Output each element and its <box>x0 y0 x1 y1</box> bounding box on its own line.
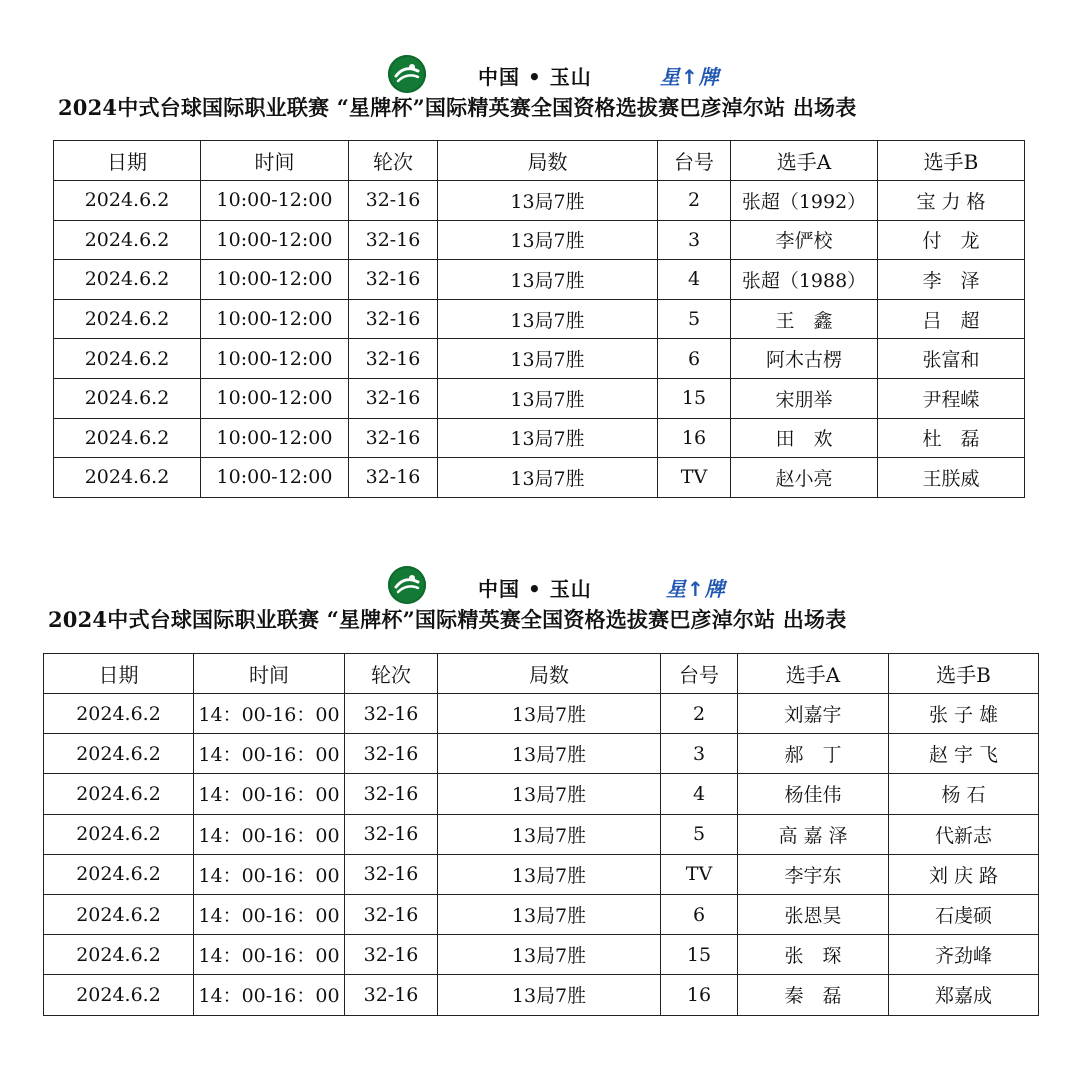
cell-date: 2024.6.2 <box>44 734 194 774</box>
cell-date: 2024.6.2 <box>44 814 194 854</box>
table-row <box>44 694 1039 734</box>
brand-mark: 星↑牌 <box>660 65 720 89</box>
cell-table-no: TV <box>658 458 731 498</box>
cell-table-no: 5 <box>661 814 738 854</box>
cell-player-a: 李宇东 <box>738 854 889 894</box>
cell-player-a: 田 欢 <box>731 418 878 458</box>
cell-player-b: 付 龙 <box>878 220 1025 260</box>
cell-frames: 13局7胜 <box>438 458 658 498</box>
header-round: 轮次 <box>349 141 438 181</box>
brand-line <box>388 56 426 92</box>
cell-player-b: 吕 超 <box>878 299 1025 339</box>
table-row <box>54 458 1025 498</box>
cell-round: 32-16 <box>349 378 438 418</box>
cell-round: 32-16 <box>345 894 438 934</box>
table-row <box>54 260 1025 300</box>
cell-date: 2024.6.2 <box>54 458 201 498</box>
cell-time: 14：00-16：00 <box>194 814 345 854</box>
cell-frames: 13局7胜 <box>438 854 661 894</box>
cell-date: 2024.6.2 <box>54 339 201 379</box>
cell-round: 32-16 <box>349 299 438 339</box>
brand-mark: 星↑牌 <box>666 577 726 601</box>
cell-player-a: 高 嘉 泽 <box>738 814 889 854</box>
cell-player-a: 秦 磊 <box>738 975 889 1015</box>
header-table-no: 台号 <box>658 141 731 181</box>
cell-player-a: 杨佳伟 <box>738 774 889 814</box>
cell-date: 2024.6.2 <box>54 418 201 458</box>
cell-frames: 13局7胜 <box>438 220 658 260</box>
cell-frames: 13局7胜 <box>438 378 658 418</box>
cell-player-b: 宝 力 格 <box>878 181 1025 221</box>
table-row <box>44 935 1039 975</box>
cell-date: 2024.6.2 <box>44 774 194 814</box>
cell-player-a: 郝 丁 <box>738 734 889 774</box>
cell-time: 14：00-16：00 <box>194 854 345 894</box>
header-player-a: 选手A <box>738 654 889 694</box>
cell-date: 2024.6.2 <box>44 975 194 1015</box>
table-row <box>54 299 1025 339</box>
cell-date: 2024.6.2 <box>54 260 201 300</box>
cell-table-no: 16 <box>658 418 731 458</box>
cell-date: 2024.6.2 <box>54 299 201 339</box>
cell-frames: 13局7胜 <box>438 694 661 734</box>
cell-player-a: 张恩昊 <box>738 894 889 934</box>
cell-table-no: 4 <box>661 774 738 814</box>
cell-date: 2024.6.2 <box>54 378 201 418</box>
table-body <box>54 181 1025 498</box>
cell-time: 10:00-12:00 <box>201 418 349 458</box>
cell-player-a: 张超（1992） <box>731 181 878 221</box>
cell-table-no: 3 <box>658 220 731 260</box>
brand-text: 中国 • 玉山 <box>478 65 592 89</box>
cell-frames: 13局7胜 <box>438 339 658 379</box>
cell-round: 32-16 <box>345 935 438 975</box>
cell-date: 2024.6.2 <box>44 894 194 934</box>
cell-round: 32-16 <box>349 220 438 260</box>
table-row <box>44 734 1039 774</box>
cell-player-b: 石虔硕 <box>889 894 1039 934</box>
page-title: 2024中式台球国际职业联赛 “星牌杯”国际精英赛全国资格选拔赛巴彦淖尔站 出场表 <box>58 95 857 120</box>
cell-date: 2024.6.2 <box>44 694 194 734</box>
cell-time: 10:00-12:00 <box>201 339 349 379</box>
cell-player-b: 齐劲峰 <box>889 935 1039 975</box>
cell-player-b: 刘 庆 路 <box>889 854 1039 894</box>
table-header-row <box>44 654 1039 694</box>
brand-text: 中国 • 玉山 <box>478 577 592 601</box>
page-title: 2024中式台球国际职业联赛 “星牌杯”国际精英赛全国资格选拔赛巴彦淖尔站 出场表 <box>48 607 847 632</box>
cell-table-no: 4 <box>658 260 731 300</box>
cell-player-a: 李俨校 <box>731 220 878 260</box>
cell-frames: 13局7胜 <box>438 975 661 1015</box>
cell-player-a: 阿木古楞 <box>731 339 878 379</box>
cell-frames: 13局7胜 <box>438 734 661 774</box>
header-date: 日期 <box>54 141 201 181</box>
table-header-row <box>54 141 1025 181</box>
table-row <box>54 220 1025 260</box>
cell-date: 2024.6.2 <box>44 854 194 894</box>
cell-player-b: 赵 宇 飞 <box>889 734 1039 774</box>
table-body <box>44 694 1039 1016</box>
header-time: 时间 <box>194 654 345 694</box>
cell-player-a: 张超（1988） <box>731 260 878 300</box>
cell-time: 14：00-16：00 <box>194 935 345 975</box>
cell-round: 32-16 <box>345 854 438 894</box>
cell-frames: 13局7胜 <box>438 814 661 854</box>
table-row <box>44 814 1039 854</box>
cell-player-b: 郑嘉成 <box>889 975 1039 1015</box>
cell-table-no: 15 <box>658 378 731 418</box>
cell-player-b: 李 泽 <box>878 260 1025 300</box>
cell-date: 2024.6.2 <box>54 220 201 260</box>
cell-player-b: 杨 石 <box>889 774 1039 814</box>
cell-table-no: TV <box>661 854 738 894</box>
cell-table-no: 2 <box>661 694 738 734</box>
cell-frames: 13局7胜 <box>438 774 661 814</box>
cell-player-b: 张 子 雄 <box>889 694 1039 734</box>
cell-player-a: 张 琛 <box>738 935 889 975</box>
cell-frames: 13局7胜 <box>438 299 658 339</box>
table-row <box>54 418 1025 458</box>
cell-round: 32-16 <box>345 814 438 854</box>
cell-time: 14：00-16：00 <box>194 734 345 774</box>
cell-round: 32-16 <box>349 260 438 300</box>
table-row <box>44 854 1039 894</box>
header-round: 轮次 <box>345 654 438 694</box>
cell-time: 10:00-12:00 <box>201 378 349 418</box>
cell-table-no: 6 <box>658 339 731 379</box>
cell-time: 10:00-12:00 <box>201 220 349 260</box>
cell-date: 2024.6.2 <box>44 935 194 975</box>
header-date: 日期 <box>44 654 194 694</box>
cell-player-b: 张富和 <box>878 339 1025 379</box>
cell-player-a: 王 鑫 <box>731 299 878 339</box>
header-time: 时间 <box>201 141 349 181</box>
cell-table-no: 5 <box>658 299 731 339</box>
cell-table-no: 3 <box>661 734 738 774</box>
cell-frames: 13局7胜 <box>438 260 658 300</box>
cell-player-a: 刘嘉宇 <box>738 694 889 734</box>
cell-frames: 13局7胜 <box>438 935 661 975</box>
cell-table-no: 15 <box>661 935 738 975</box>
cell-frames: 13局7胜 <box>438 181 658 221</box>
cell-time: 10:00-12:00 <box>201 299 349 339</box>
cell-table-no: 6 <box>661 894 738 934</box>
table-row <box>44 774 1039 814</box>
cell-player-b: 王朕威 <box>878 458 1025 498</box>
cell-round: 32-16 <box>349 458 438 498</box>
header-player-b: 选手B <box>889 654 1039 694</box>
cell-date: 2024.6.2 <box>54 181 201 221</box>
cell-round: 32-16 <box>345 975 438 1015</box>
header-frames: 局数 <box>438 654 661 694</box>
cell-player-b: 代新志 <box>889 814 1039 854</box>
brand-line <box>388 567 426 603</box>
cell-frames: 13局7胜 <box>438 894 661 934</box>
cell-table-no: 16 <box>661 975 738 1015</box>
schedule-table-afternoon <box>43 653 1039 1016</box>
cell-player-a: 赵小亮 <box>731 458 878 498</box>
cell-time: 14：00-16：00 <box>194 894 345 934</box>
table-row <box>44 894 1039 934</box>
circle-green-logo-icon <box>388 566 426 604</box>
cell-frames: 13局7胜 <box>438 418 658 458</box>
cell-table-no: 2 <box>658 181 731 221</box>
table-row <box>44 975 1039 1015</box>
header-frames: 局数 <box>438 141 658 181</box>
cell-player-b: 杜 磊 <box>878 418 1025 458</box>
cell-time: 14：00-16：00 <box>194 694 345 734</box>
cell-round: 32-16 <box>349 339 438 379</box>
table-row <box>54 339 1025 379</box>
cell-time: 14：00-16：00 <box>194 975 345 1015</box>
cell-round: 32-16 <box>345 734 438 774</box>
cell-time: 14：00-16：00 <box>194 774 345 814</box>
cell-round: 32-16 <box>349 418 438 458</box>
cell-round: 32-16 <box>345 694 438 734</box>
cell-round: 32-16 <box>345 774 438 814</box>
circle-green-logo-icon <box>388 55 426 93</box>
header-table-no: 台号 <box>661 654 738 694</box>
cell-time: 10:00-12:00 <box>201 181 349 221</box>
cell-player-b: 尹程嵘 <box>878 378 1025 418</box>
cell-round: 32-16 <box>349 181 438 221</box>
table-row <box>54 378 1025 418</box>
cell-time: 10:00-12:00 <box>201 260 349 300</box>
schedule-table-morning <box>53 140 1025 498</box>
header-player-a: 选手A <box>731 141 878 181</box>
cell-time: 10:00-12:00 <box>201 458 349 498</box>
table-row <box>54 181 1025 221</box>
cell-player-a: 宋朋举 <box>731 378 878 418</box>
header-player-b: 选手B <box>878 141 1025 181</box>
